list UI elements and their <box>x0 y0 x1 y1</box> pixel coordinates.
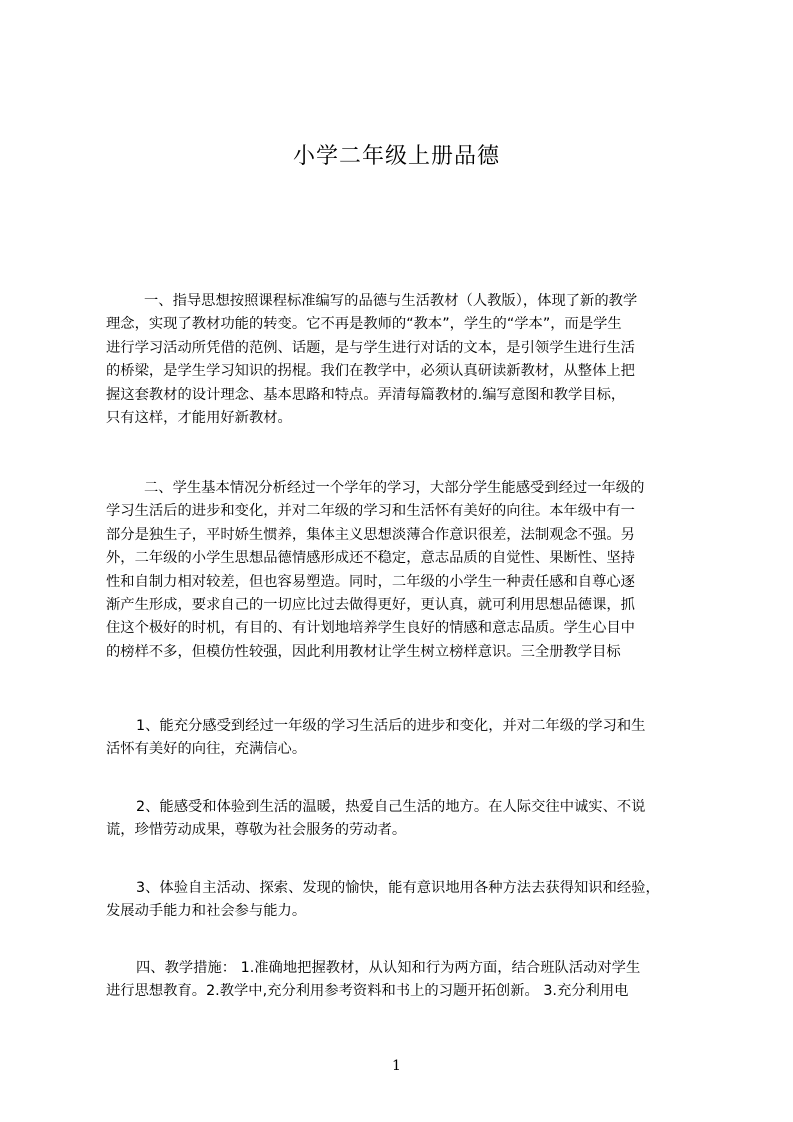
paragraph-guiding-ideology <box>106 290 637 430</box>
text-line: 外，二年级的小学生思想品德情感形成还不稳定，意志品质的自觉性、果断性、坚持 <box>106 550 635 567</box>
text-line: 一、指导思想按照课程标准编写的品德与生活教材（人教版），体现了新的教学 <box>144 293 638 309</box>
paragraph-goal-2 <box>106 796 645 843</box>
text-line: 理念，实现了教材功能的转变。它不再是教师的“教本”，学生的“学本”，而是学生 <box>106 316 622 333</box>
page-title: 小学二年级上册品德 <box>292 144 500 169</box>
text-line: 谎，珍惜劳动成果，尊敬为社会服务的劳动者。 <box>106 822 407 839</box>
paragraph-student-analysis <box>106 477 644 664</box>
text-line: 部分是独生子，平时娇生惯养，集体主义思想淡薄合作意识很差，法制观念不强。另 <box>106 526 635 543</box>
text-line: 的榜样不多，但模仿性较强，因此利用教材让学生树立榜样意识。三全册教学目标 <box>106 643 621 660</box>
text-line: 二、学生基本情况分析经过一个学年的学习，大部分学生能感受到经过一年级的 <box>144 480 645 496</box>
text-line: 四、教学措施： 1.准确地把握教材，从认知和行为两方面，结合班队活动对学生 <box>136 960 641 976</box>
paragraph-goal-1 <box>106 715 645 762</box>
text-line: 进行学习活动所凭借的范例、话题，是与学生进行对话的文本，是引领学生进行生活 <box>106 339 635 356</box>
text-line: 握这套教材的设计理念、基本思路和特点。弄清每篇教材的.编写意图和教学目标， <box>106 386 626 403</box>
text-line: 1、能充分感受到经过一年级的学习生活后的进步和变化，并对二年级的学习和生 <box>136 718 646 734</box>
text-line: 住这个极好的时机，有目的、有计划地培养学生良好的情感和意志品质。学生心目中 <box>106 620 635 637</box>
paragraph-goal-3 <box>106 877 660 924</box>
paragraph-teaching-measures <box>106 957 640 1004</box>
text-line: 的桥梁，是学生学习知识的拐棍。我们在教学中，必须认真研读新教材，从整体上把 <box>106 363 635 380</box>
text-line: 活怀有美好的向往，充满信心。 <box>106 741 307 758</box>
text-line: 学习生活后的进步和变化，并对二年级的学习和生活怀有美好的向往。本年级中有一 <box>106 503 635 520</box>
text-line: 只有这样，才能用好新教材。 <box>106 409 292 426</box>
text-line: 渐产生形成，要求自己的一切应比过去做得更好，更认真，就可利用思想品德课，抓 <box>106 596 635 613</box>
text-line: 性和自制力相对较差，但也容易塑造。同时，二年级的小学生一种责任感和自尊心逐 <box>106 573 635 590</box>
page-number: 1 <box>392 1058 401 1074</box>
text-line: 2、能感受和体验到生活的温暖，热爱自己生活的地方。在人际交往中诚实、不说 <box>136 799 646 815</box>
text-line: 进行思想教育。2.教学中,充分利用参考资料和书上的习题开拓创新。 3.充分利用电 <box>106 983 629 1000</box>
text-line: 3、体验自主活动、探索、发现的愉快，能有意识地用各种方法去获得知识和经验， <box>136 880 660 896</box>
text-line: 发展动手能力和社会参与能力。 <box>106 903 307 920</box>
